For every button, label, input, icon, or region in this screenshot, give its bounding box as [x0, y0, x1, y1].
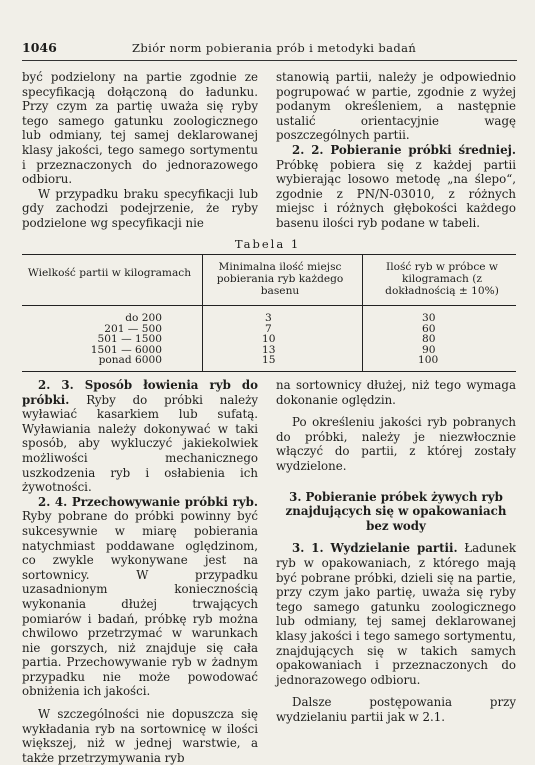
paragraph: być podzielony na partie zgodnie ze specyfikacją dołączoną do ładunku. Przy czym za partię uważa się ryby tego samego gatunku zoologicznego lub odmiany, tej samej deklarowanej klasy jakości, tego samego sortymentu i przeznaczonych do jednorazowego odbioru. [22, 70, 258, 187]
section-text: Ryby pobrane do próbki powinny być sukcesywnie w miarę pobierania natychmiast poddawane oględzinom, co zwykle wykonywane jest na sortownicy. W przypadku uzasadnionym koniecznością wykonania dłużej trwających pomiarów i badań, próbkę ryb można chwilowo przetrzymać w warunkach nie gorszych, niż znajduje się cała partia. Przechowywanie ryb w żadnym przypadku nie może powodować obniżenia ich jakości. [22, 509, 258, 699]
section-2-4 [22, 495, 258, 699]
table-header [22, 255, 516, 306]
cell-places: 10 [262, 333, 276, 346]
paragraph: Po określeniu jakości ryb pobranych do próbki, należy je niezwłocznie włączyć do partii, z której zostały wydzielone. [276, 415, 516, 473]
cell-weight: 100 [418, 354, 439, 367]
cell-lot-size: 201 — 500 [104, 322, 162, 335]
section-2-2 [276, 143, 516, 231]
running-title: Zbiór norm pobierania prób i metodyki badań [132, 41, 417, 55]
column-right-bottom [276, 378, 516, 724]
chapter-heading: 3. Pobieranie próbek żywych ryb znajdujących się w opakowaniach bez wody [285, 489, 507, 533]
table-row [22, 355, 516, 366]
table-row [22, 313, 516, 324]
spacer [22, 699, 258, 707]
cell-places: 3 [265, 312, 272, 324]
section-text: Próbkę pobiera się z każdej partii wybierając losowo metodę „na ślepo“, zgodnie z PN/N-03010, z różnych miejsc i różnych głębokości każdego basenu ilości ryb podane w tabeli. [276, 157, 516, 230]
section-text: Ładunek ryb w opakowaniach, z którego mają być pobrane próbki, dzieli się na partie, przy czym jako partię, uważa się ryby tego samego gatunku zoologicznego lub odmiany, tej samej deklarowanej klasy jakości i tego samego sortymentu, znajdujących się w takich samych opakowaniach i przeznaczonych do jednorazowego odbioru. [276, 541, 517, 687]
cell-weight: 60 [422, 322, 436, 335]
cell-weight: 80 [422, 333, 436, 346]
section-heading: 2. 4. Przechowywanie próbki ryb. [38, 494, 258, 509]
column-left-bottom [22, 378, 258, 765]
table-body [22, 313, 516, 366]
header-cell-places: Minimalna ilość miejsc pobierania ryb każdego basenu [216, 261, 344, 297]
running-header [22, 40, 517, 61]
cell-weight: 90 [422, 343, 436, 356]
header-cell-sample-weight: Ilość ryb w próbce w kilogramach (z dokładnością ± 10%) [385, 261, 499, 297]
table-caption: Tabela 1 [234, 237, 301, 251]
section-text: Ryby do próbki należy wyławiać kasarkiem lub sufatą. Wyławiania należy dokonywać w taki sposób, aby wykluczyć jakiekolwiek możliwości mechanicznego uszkodzenia ryb i osłabienia ich żywotności. [22, 392, 258, 495]
data-table [22, 254, 516, 372]
paragraph: Dalsze postępowania przy wydzielaniu partii jak w 2.1. [276, 695, 516, 724]
header-cell-lot-size: Wielkość partii w kilogramach [27, 267, 192, 279]
section-heading: 3. 1. Wydzielanie partii. [292, 541, 458, 556]
section-2-3 [22, 378, 258, 495]
cell-weight: 30 [422, 312, 436, 324]
cell-lot-size: 501 — 1500 [97, 333, 162, 346]
cell-lot-size: ponad 6000 [98, 354, 162, 367]
cell-places: 7 [265, 322, 272, 335]
section-3-1 [276, 541, 516, 687]
cell-lot-size: do 200 [125, 312, 162, 324]
paragraph: W szczególności nie dopuszcza się wykładania ryb na sortownicę w ilości większej, niż w jednej warstwie, a także przetrzymywania ryb [22, 707, 258, 765]
section-heading: 2. 3. Sposób łowienia ryb do próbki. [22, 378, 258, 407]
paragraph: stanowią partii, należy je odpowiednio pogrupować w partie, zgodnie z wyżej podanym określeniem, a następnie ustalić orientacyjnie wagę poszczególnych partii. [276, 70, 516, 143]
spacer [276, 687, 516, 695]
section-heading: 2. 2. Pobieranie próbki średniej. [292, 142, 516, 157]
cell-lot-size: 1501 — 6000 [90, 343, 162, 356]
page-number: 1046 [22, 40, 57, 55]
spacer [276, 482, 516, 490]
column-right-top [276, 70, 516, 231]
cell-places: 15 [262, 354, 276, 367]
spacer [276, 407, 516, 415]
spacer [276, 474, 516, 482]
paragraph: W przypadku braku specyfikacji lub gdy zachodzi podejrzenie, że ryby podzielone wg specyfikacji nie [22, 186, 258, 230]
paragraph: na sortownicy dłużej, niż tego wymaga dokonanie oględzin. [276, 378, 516, 407]
column-left-top [22, 70, 258, 231]
cell-places: 13 [262, 343, 276, 356]
spacer [276, 533, 516, 541]
